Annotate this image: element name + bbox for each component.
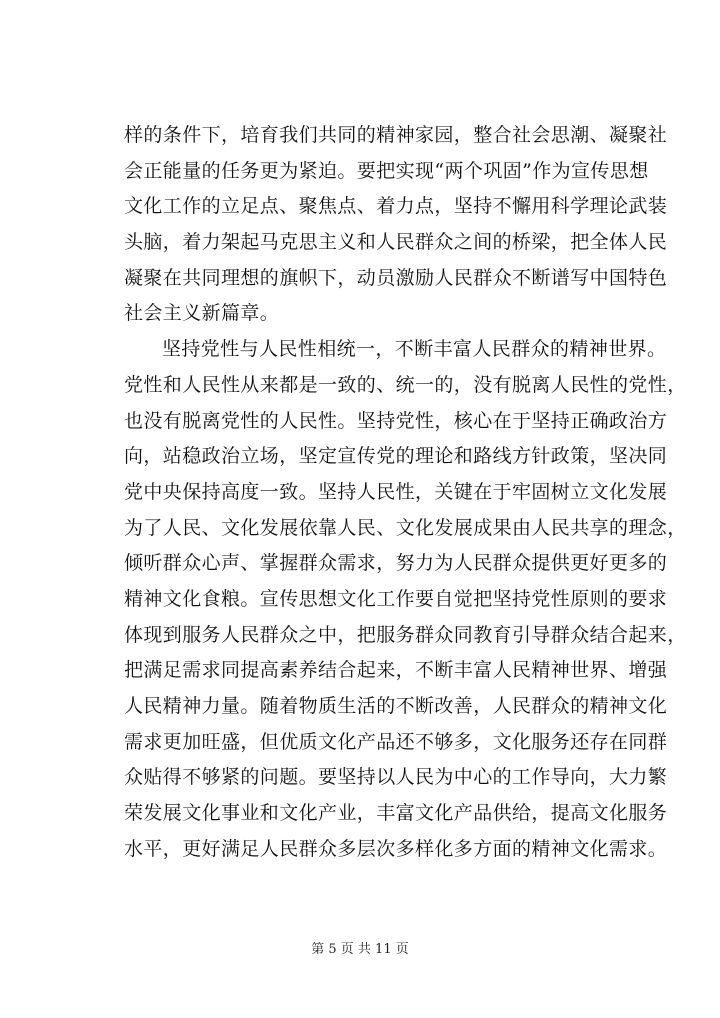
- text-line-17: 人民精神力量。随着物质生活的不断改善，人民群众的精神文化: [124, 695, 668, 717]
- text-line-10: 向，站稳政治立场，坚定宣传党的理论和路线方针政策，坚决同: [124, 445, 668, 468]
- text-line-16: 把满足需求同提高素养结合起来，不断丰富人民精神世界、增强: [124, 659, 668, 682]
- text-line-13: 倾听群众心声、掌握群众需求，努力为人民群众提供更好更多的: [124, 552, 668, 575]
- text-line-4: 头脑，着力架起马克思主义和人民群众之间的桥梁，把全体人民: [124, 231, 668, 254]
- text-line-6: 社会主义新篇章。: [124, 302, 280, 325]
- text-line-8: 党性和人民性从来都是一致的、统一的，没有脱离人民性的党性，: [124, 373, 687, 396]
- body-text: [124, 118, 687, 867]
- text-line-1: 样的条件下，培育我们共同的精神家园，整合社会思潮、凝聚社: [124, 124, 668, 146]
- text-line-9: 也没有脱离党性的人民性。坚持党性，核心在于坚持正确政治方: [124, 409, 668, 432]
- text-line-14: 精神文化食粮。宣传思想文化工作要自觉把坚持党性原则的要求: [124, 587, 668, 610]
- text-line-20: 荣发展文化事业和文化产业，丰富文化产品供给，提高文化服务: [124, 802, 668, 825]
- text-line-21: 水平，更好满足人民群众多层次多样化多方面的精神文化需求。: [124, 837, 668, 860]
- page-number-footer: 第 5 页 共 11 页: [311, 942, 409, 957]
- text-line-18: 需求更加旺盛，但优质文化产品还不够多，文化服务还存在同群: [124, 730, 668, 753]
- text-line-2: 会正能量的任务更为紧迫。要把实现“两个巩固”作为宣传思想: [124, 159, 649, 182]
- text-line-5: 凝聚在共同理想的旗帜下，动员激励人民群众不断谱写中国特色: [124, 266, 668, 289]
- text-line-11: 党中央保持高度一致。坚持人民性，关键在于牢固树立文化发展: [124, 480, 668, 503]
- text-line-7: 坚持党性与人民性相统一，不断丰富人民群众的精神世界。: [162, 338, 667, 361]
- text-line-15: 体现到服务人民群众之中，把服务群众同教育引导群众结合起来，: [124, 623, 687, 646]
- text-line-19: 众贴得不够紧的问题。要坚持以人民为中心的工作导向，大力繁: [124, 766, 668, 789]
- text-line-12: 为了人民、文化发展依靠人民、文化发展成果由人民共享的理念，: [124, 516, 687, 539]
- text-line-3: 文化工作的立足点、聚焦点、着力点，坚持不懈用科学理论武装: [124, 195, 668, 218]
